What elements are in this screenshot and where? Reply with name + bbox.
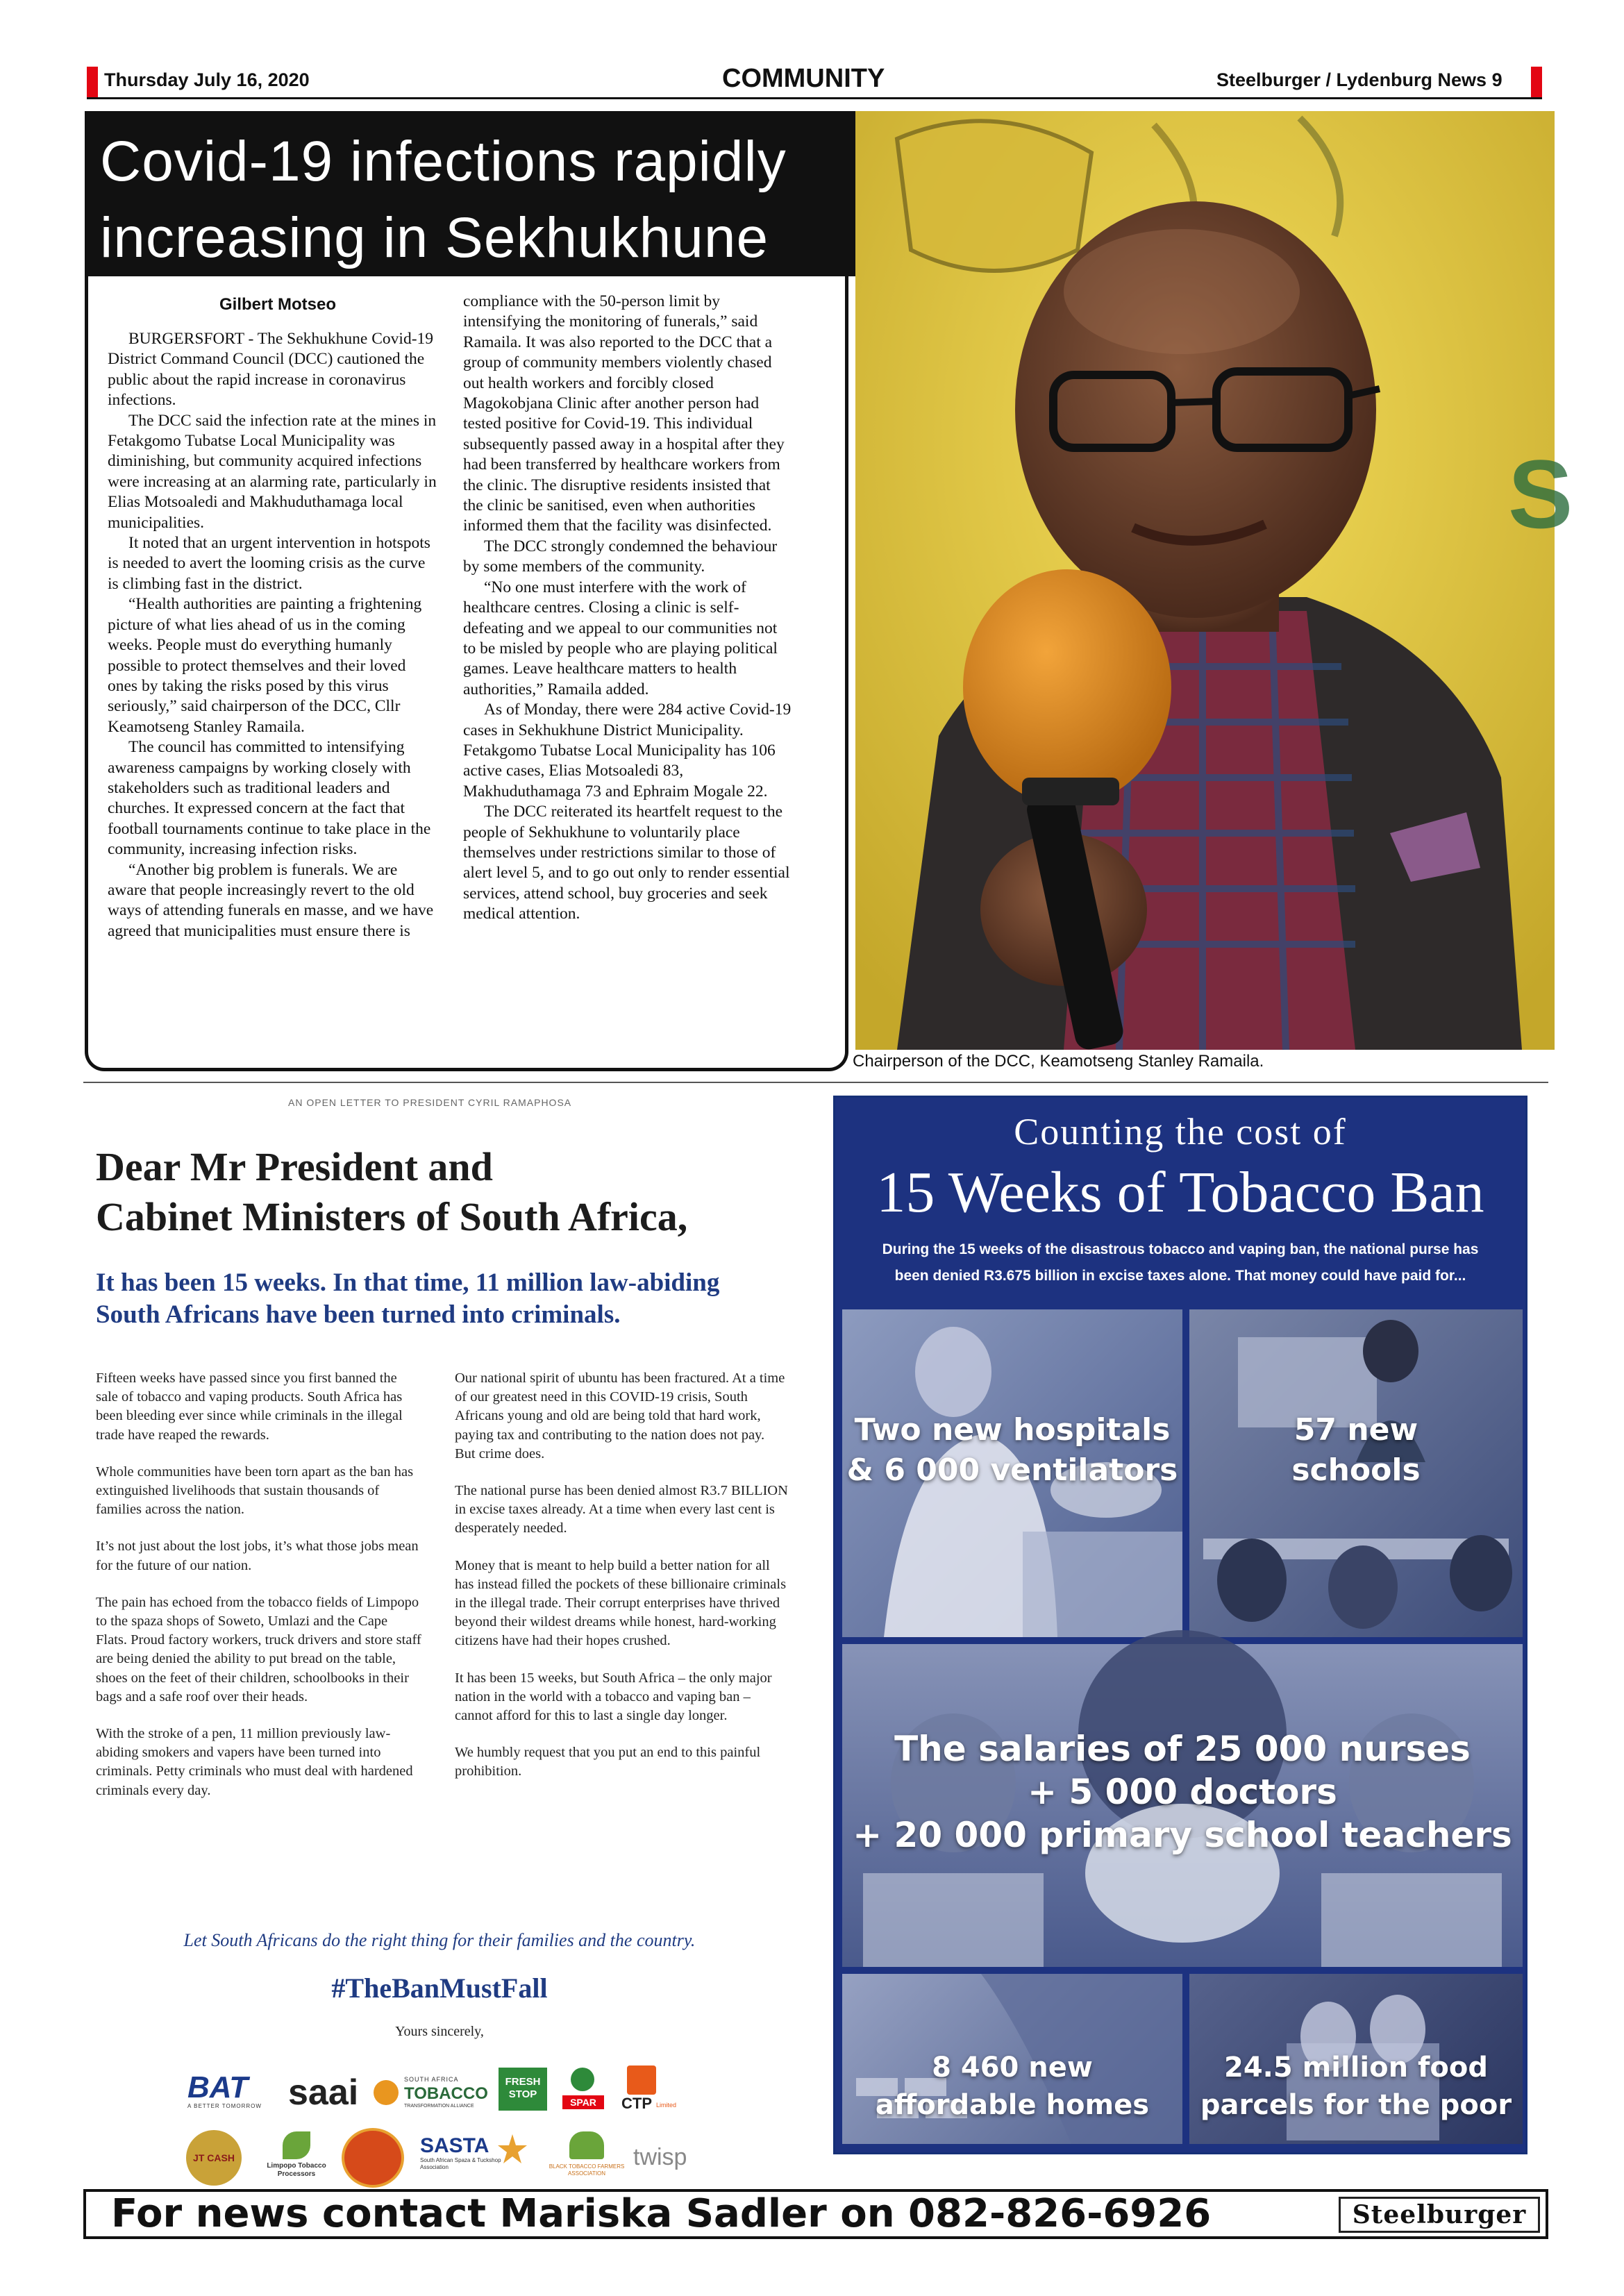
panel-intro-line-2: been denied R3.675 billion in excise taxes alone. That money could have paid for...: [894, 1268, 1466, 1284]
tile-hospitals-line-1: Two new hospitals: [854, 1412, 1171, 1448]
article-paragraph: “Health authorities are painting a frightening picture of what lies ahead of us in the coming weeks. People must do everything humanly possible to protect themselves and their loved ones by taking the risks posed by this virus seriously,” said chairperson of the DCC, Cllr Keamotseng Stanley Ramaila.: [108, 595, 422, 736]
tile-homes-line-2: affordable homes: [875, 2089, 1150, 2121]
ad-title-line-1: Dear Mr President and: [96, 1144, 493, 1189]
black-tobacco-farmers-text: BLACK TOBACCO FARMERS ASSOCIATION: [549, 2163, 625, 2177]
tile-schools-line-2: schools: [1291, 1452, 1421, 1488]
ad-subtitle: [96, 1267, 719, 1331]
saai-logo: saai: [288, 2072, 359, 2113]
sasta-star-icon: [496, 2133, 528, 2165]
issue-date: Thursday July 16, 2020: [104, 69, 310, 90]
ctp-emblem-icon: [627, 2065, 656, 2095]
panel-title-line-1: Counting the cost of: [1014, 1111, 1347, 1153]
ad-paragraph: It has been 15 weeks, but South Africa – the only major nation in the world with a tobacco and vaping ban – cannot afford for this to last a single day longer.: [455, 1670, 772, 1724]
spar-tree-icon: [571, 2068, 594, 2091]
tile-schools-text: [1189, 1410, 1523, 1491]
article-paragraph: compliance with the 50-person limit by intensifying the monitoring of funerals,” said Ramaila. It was also reported to the DCC that a group of community members violently chased out health workers and forcibly closed Magokobjana Clinic after another person had tested positive for Covid-19. This individual subsequently passed away in a hospital after they had been transferred by healthcare workers from the clinic. The disruptive residents insisted that the clinic be sanitised, even when authorities informed them that the facility was disinfected.: [463, 292, 785, 535]
ctp-logo-text: CTP: [621, 2095, 652, 2112]
satta-emblem-icon: [374, 2080, 399, 2105]
header-rule: [87, 97, 1542, 99]
bat-logo-tagline: A BETTER TOMORROW: [187, 2103, 262, 2109]
ad-closing: Let South Africans do the right thing for their families and the country.: [183, 1930, 696, 1950]
black-tobacco-farmers-logo: [549, 2131, 625, 2184]
tile-salaries: [842, 1644, 1523, 1967]
ad-hashtag: #TheBanMustFall: [331, 1972, 548, 2004]
spar-logo: [562, 2068, 604, 2111]
tobacco-ban-panel: [833, 1096, 1527, 2154]
article-paragraph: The DCC strongly condemned the behaviour by some members of the community.: [463, 537, 778, 576]
steelburger-logo-text: Steelburger: [1352, 2200, 1527, 2229]
tile-hospitals-line-2: & 6 000 ventilators: [846, 1452, 1178, 1488]
news-contact: For news contact Mariska Sadler on 082-826-6926: [111, 2191, 1212, 2236]
fresh-stop-logo: FRESH STOP: [499, 2068, 547, 2111]
tile-hospitals-text: [842, 1410, 1182, 1491]
tile-schools: [1189, 1309, 1523, 1637]
panel-intro: [835, 1237, 1525, 1289]
sasta-logo-text: SASTA: [420, 2134, 489, 2157]
tile-food-parcels-line-1: 24.5 million food: [1223, 2052, 1489, 2084]
ad-paragraph: Whole communities have been torn apart as the ban has extinguished livelihoods that sustain thousands of families across the nation.: [96, 1464, 414, 1518]
ad-paragraph: We humbly request that you put an end to this painful prohibition.: [455, 1745, 761, 1779]
headline-line-1: Covid-19 infections rapidly: [100, 130, 787, 193]
sasta-logo-sub: South African Spaza & Tuckshop Association: [420, 2157, 501, 2170]
article-paragraph: The council has committed to intensifying awareness campaigns by working closely with stakeholders such as traditional leaders and churches. It expressed concern at the fact that football tournaments continue to take place in the community, increasing infection risks.: [108, 738, 431, 859]
header-red-bar-left: [87, 67, 98, 97]
steelburger-logo: [1339, 2197, 1540, 2233]
article-byline: Gilbert Motseo: [219, 295, 336, 314]
tile-homes-text: [842, 2049, 1182, 2124]
tile-food-parcels-text: [1189, 2049, 1523, 2124]
bat-logo: [187, 2072, 278, 2113]
ad-title-line-2: Cabinet Ministers of South Africa,: [96, 1194, 688, 1239]
ad-subtitle-line-1: It has been 15 weeks. In that time, 11 million law-abiding: [96, 1268, 720, 1297]
ad-paragraph: With the stroke of a pen, 11 million previously law-abiding smokers and vapers have been turned into criminals. Petty criminals who must deal with hardened criminals every day.: [96, 1726, 413, 1798]
tile-salaries-text: [842, 1727, 1523, 1857]
ad-paragraph: Our national spirit of ubuntu has been fractured. At a time of our greatest need in this COVID-19 crisis, South Africans young and old are being told that hard work, paying tax and contributing to the nation does not pay. But crime does.: [455, 1371, 785, 1461]
ad-paragraph: The pain has echoed from the tobacco fields of Limpopo to the spaza shops of Soweto, Umlazi and the Cape Flats. Proud factory workers, truck drivers and store staff are being denied the ability to put bread on the table, shoes on the feet of their children, schoolbooks in their bags and a safe roof over their heads.: [96, 1594, 421, 1704]
emblem-logo: [342, 2128, 404, 2188]
tile-salaries-line-2: + 5 000 doctors: [1028, 1772, 1337, 1812]
satta-logo: [374, 2076, 492, 2111]
jt-cash-logo: JT CASH: [186, 2130, 242, 2186]
ad-subtitle-line-2: South Africans have been turned into criminals.: [96, 1300, 621, 1329]
article-paragraph: As of Monday, there were 284 active Covid-19 cases in Sekhukhune District Municipality. Fetakgomo Tubatse Local Municipality has 106 active cases, Elias Motsoaledi 83, Makhuduthamaga 73 and Ephraim Mogale 22.: [463, 701, 792, 801]
ad-letter-column-2: [455, 1369, 788, 1800]
article-paragraph: “Another big problem is funerals. We are aware that people increasingly revert to the old ways of attending funerals en masse, and we have agreed that municipalities must ensure there is: [108, 860, 434, 940]
spar-logo-text: SPAR: [562, 2095, 604, 2109]
ad-title: [96, 1142, 687, 1242]
headline-line-2: increasing in Sekhukhune: [100, 206, 769, 269]
ad-letter-column-1: [96, 1369, 422, 1818]
tile-salaries-line-1: The salaries of 25 000 nurses: [894, 1729, 1471, 1769]
tile-hospitals: [842, 1309, 1182, 1637]
panel-title-line-2: 15 Weeks of Tobacco Ban: [876, 1160, 1484, 1225]
ctp-logo: [621, 2065, 684, 2113]
article-paragraph: The DCC reiterated its heartfelt request to the people of Sekhukhune to voluntarily place themselves under restrictions similar to those of alert level 5, and to go out only to render essential services, attend school, buy groceries and seek medical attention.: [463, 803, 790, 923]
tile-food-parcels: [1189, 1974, 1523, 2144]
ad-paragraph: Money that is meant to help build a better nation for all has instead filled the pockets of these billionaire criminals in the illegal trade. Their corrupt enterprises have thrived beyond their wildest dreams while honest, hard-working citizens have had their hopes crushed.: [455, 1557, 787, 1649]
limpopo-tobacco-text: Limpopo Tobacco Processors: [267, 2162, 326, 2178]
farm-icon: [569, 2131, 604, 2159]
section-title: COMMUNITY: [722, 64, 885, 93]
twisp-logo: twisp: [633, 2144, 687, 2170]
tile-food-parcels-line-2: parcels for the poor: [1200, 2089, 1512, 2121]
article-paragraph: BURGERSFORT - The Sekhukhune Covid-19 District Command Council (DCC) cautioned the public about the rapid increase in coronavirus infections.: [108, 330, 434, 410]
limpopo-tobacco-logo: [258, 2131, 335, 2186]
ad-paragraph: The national purse has been denied almost R3.7 BILLION in excise taxes already. At a time when every last cent is desperately needed.: [455, 1483, 788, 1536]
article-column-1: [108, 329, 437, 941]
satta-logo-top: SOUTH AFRICA: [404, 2076, 459, 2083]
speaker-photo-illustration: [855, 111, 1573, 1050]
tile-salaries-line-3: + 20 000 primary school teachers: [853, 1815, 1512, 1855]
article-column-2: [463, 292, 793, 925]
paper-page: Steelburger / Lydenburg News 9: [1216, 69, 1502, 90]
ad-signoff: Yours sincerely,: [395, 2024, 484, 2039]
tile-schools-line-1: 57 new: [1294, 1412, 1418, 1448]
article-paragraph: It noted that an urgent intervention in hotspots is needed to avert the looming crisis as the curve is climbing fast in the district.: [108, 534, 430, 593]
ad-paragraph: It’s not just about the lost jobs, it’s what those jobs mean for the future of our nation.: [96, 1539, 419, 1573]
article-headline: [85, 111, 855, 276]
leaf-icon: [283, 2131, 310, 2159]
satta-logo-bottom: TRANSFORMATION ALLIANCE: [404, 2104, 474, 2109]
ctp-logo-sub: Limited: [656, 2102, 677, 2109]
satta-logo-main: TOBACCO: [404, 2084, 488, 2103]
bat-logo-text: BAT: [187, 2070, 249, 2104]
panel-intro-line-1: During the 15 weeks of the disastrous tobacco and vaping ban, the national purse has: [882, 1241, 1479, 1257]
ad-kicker: AN OPEN LETTER TO PRESIDENT CYRIL RAMAPHOSA: [288, 1097, 572, 1108]
tile-homes-line-1: 8 460 new: [932, 2052, 1093, 2084]
header-red-bar-right: [1531, 67, 1542, 97]
photo-caption: Chairperson of the DCC, Keamotseng Stanley Ramaila.: [853, 1052, 1264, 1071]
section-divider: [83, 1082, 1548, 1083]
backdrop-letter: S: [1508, 439, 1573, 548]
ad-paragraph: Fifteen weeks have passed since you first banned the sale of tobacco and vaping products. South Africa has been bleeding ever since while criminals in the illegal trade have reaped the rewards.: [96, 1371, 403, 1443]
article-photo: [855, 111, 1573, 1050]
tile-homes: [842, 1974, 1182, 2144]
article-paragraph: “No one must interfere with the work of healthcare centres. Closing a clinic is self-defeating and we appeal to our communities not to be misled by people who are playing political games. Leave healthcare matters to health authorities,” Ramaila added.: [463, 578, 778, 698]
article-paragraph: The DCC said the infection rate at the mines in Fetakgomo Tubatse Local Municipality was diminishing, but community acquired infections were increasing at an alarming rate, particularly in Elias Motsoaledi and Makhuduthamaga local municipalities.: [108, 411, 437, 532]
